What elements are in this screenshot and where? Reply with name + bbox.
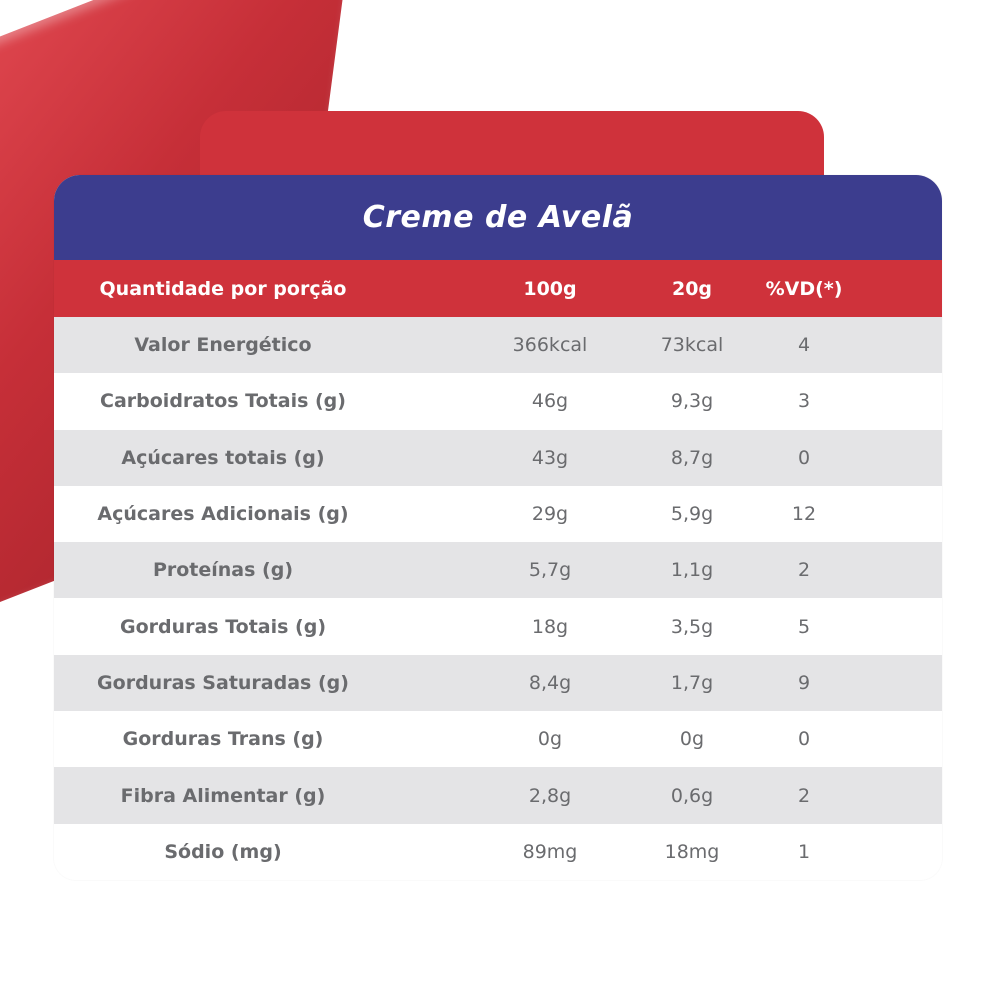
table-row <box>54 824 942 880</box>
value-100g: 5,7g <box>528 559 572 582</box>
value-vd: 12 <box>791 503 817 526</box>
value-20g: 8,7g <box>670 446 714 469</box>
nutrient-label: Gorduras Trans (g) <box>122 728 324 751</box>
value-vd: 4 <box>797 334 811 357</box>
nutrient-label: Gorduras Saturadas (g) <box>97 671 349 694</box>
nutrient-label: Carboidratos Totais (g) <box>100 390 346 413</box>
value-100g: 0g <box>537 728 563 751</box>
header-20g: 20g <box>671 277 713 300</box>
product-title: Creme de Avelã <box>362 200 634 235</box>
value-20g: 18mg <box>664 840 720 863</box>
value-20g: 1,1g <box>670 559 714 582</box>
value-vd: 2 <box>797 784 811 807</box>
value-100g: 366kcal <box>512 334 588 357</box>
value-100g: 18g <box>531 615 569 638</box>
value-20g: 73kcal <box>660 334 724 357</box>
table-row <box>54 767 942 823</box>
value-20g: 0,6g <box>670 784 714 807</box>
value-vd: 9 <box>797 671 811 694</box>
value-vd: 2 <box>797 559 811 582</box>
table-row <box>54 711 942 767</box>
nutrient-label: Proteínas (g) <box>152 559 294 582</box>
value-20g: 0g <box>679 728 705 751</box>
nutrient-label: Sódio (mg) <box>164 840 282 863</box>
header-serving-label: Quantidade por porção <box>99 277 347 300</box>
table-row <box>54 486 942 542</box>
table-row <box>54 430 942 486</box>
table-header <box>54 260 942 317</box>
value-100g: 46g <box>531 390 569 413</box>
value-100g: 8,4g <box>528 671 572 694</box>
value-vd: 3 <box>797 390 811 413</box>
table-row <box>54 317 942 373</box>
value-100g: 2,8g <box>528 784 572 807</box>
nutrient-label: Valor Energético <box>134 334 312 357</box>
nutrient-label: Gorduras Totais (g) <box>119 615 327 638</box>
value-20g: 9,3g <box>670 390 714 413</box>
value-20g: 1,7g <box>670 671 714 694</box>
nutrient-label: Açúcares Adicionais (g) <box>97 503 349 526</box>
value-20g: 3,5g <box>670 615 714 638</box>
value-vd: 1 <box>797 840 811 863</box>
header-vd: %VD(*) <box>765 277 843 300</box>
nutrient-label: Fibra Alimentar (g) <box>120 784 326 807</box>
value-vd: 5 <box>797 615 811 638</box>
table-row <box>54 542 942 598</box>
title-bar <box>54 175 942 260</box>
header-100g: 100g <box>523 277 577 300</box>
nutrient-label: Açúcares totais (g) <box>121 446 325 469</box>
value-100g: 29g <box>531 503 569 526</box>
value-20g: 5,9g <box>670 503 714 526</box>
value-vd: 0 <box>797 446 811 469</box>
value-100g: 43g <box>531 446 569 469</box>
nutrition-table <box>54 175 942 880</box>
table-row <box>54 373 942 429</box>
table-row <box>54 598 942 654</box>
table-row <box>54 655 942 711</box>
value-100g: 89mg <box>522 840 578 863</box>
value-vd: 0 <box>797 728 811 751</box>
